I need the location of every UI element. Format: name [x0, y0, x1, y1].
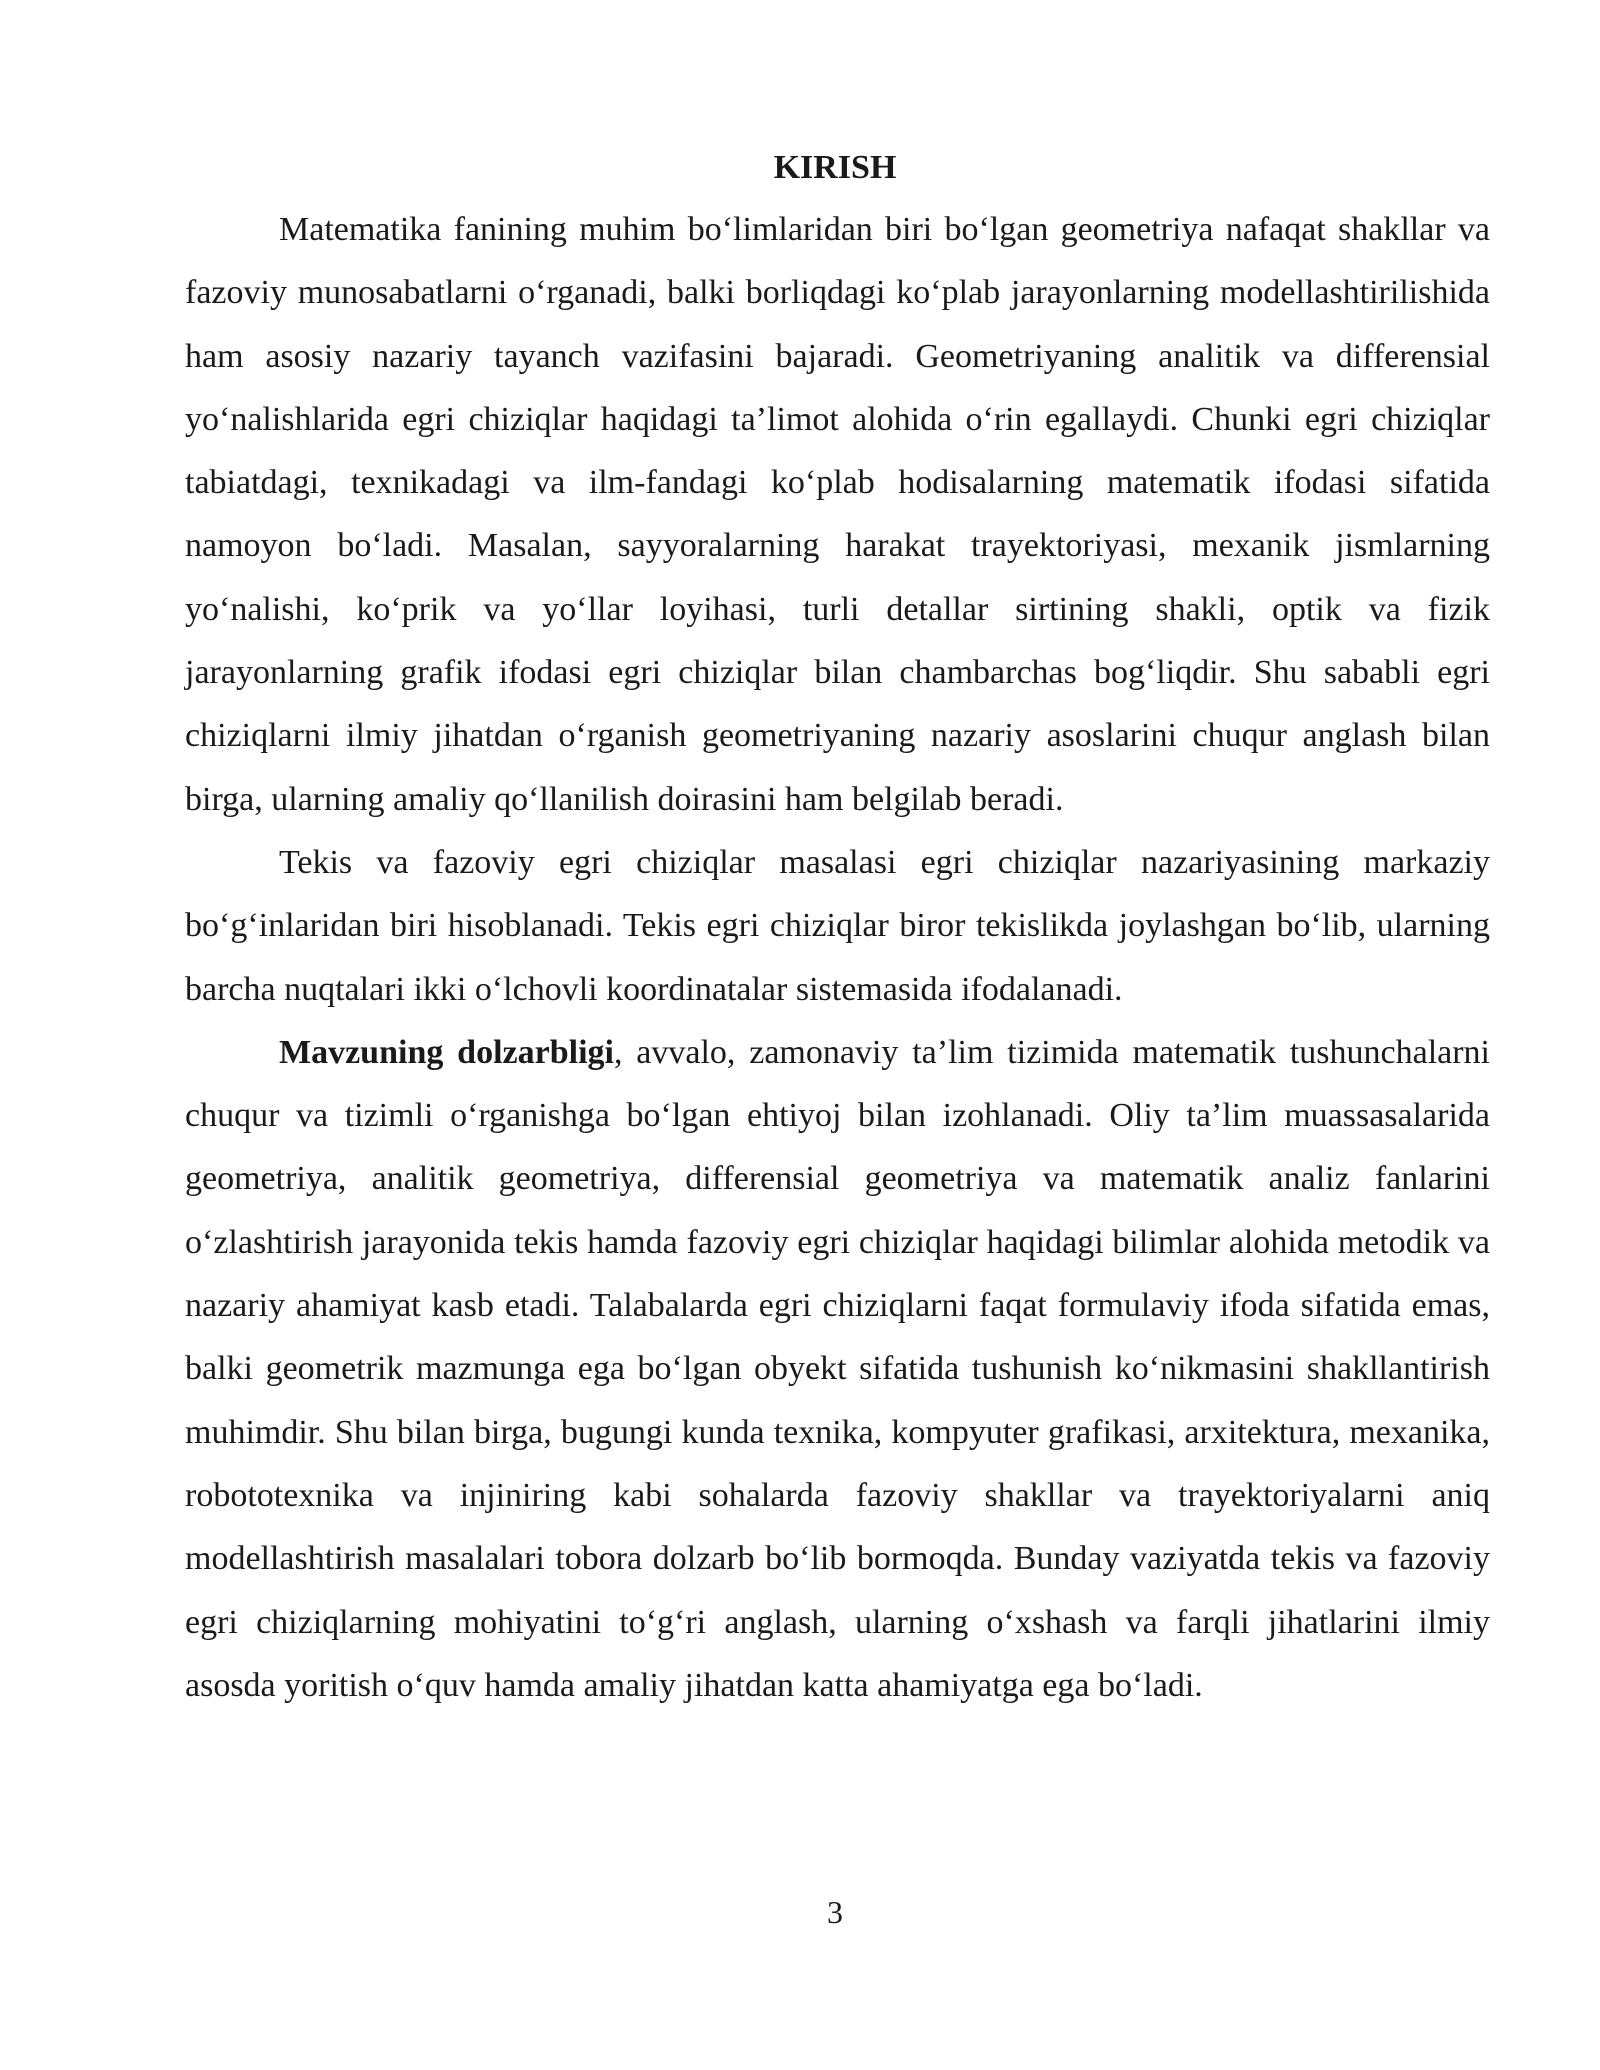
- paragraph-relevance-text: , avvalo, zamonaviy ta’lim tizimida matematik tushunchalarni chuqur va tizimli o‘rganishga bo‘lgan ehtiyoj bilan izohlanadi. Oliy ta’lim muassasalarida geometriya, analitik geometriya, differensial geometriya va matematik analiz fanlarini o‘zlashtirish jarayonida tekis hamda fazoviy egri chiziqlar haqidagi bilimlar alohida metodik va nazariy ahamiyat kasb etadi. Talabalarda egri chiziqlarni faqat formulaviy ifoda sifatida emas, balki geometrik mazmunga ega bo‘lgan obyekt sifatida tushunish ko‘nikmasini shakllantirish muhimdir. Shu bilan birga, bugungi kunda texnika, kompyuter grafikasi, arxitektura, mexanika, robototexnika va injiniring kabi sohalarda fazoviy shakllar va trayektoriyalarni aniq modellashtirish masalalari tobora dolzarb bo‘lib bormoqda. Bunday vaziyatda tekis va fazoviy egri chiziqlarning mohiyatini to‘g‘ri anglash, ularning o‘xshash va farqli jihatlarini ilmiy asosda yoritish o‘quv hamda amaliy jihatdan katta ahamiyatga ega bo‘ladi.: [185, 1033, 1490, 1704]
- body-text: [185, 198, 1490, 1717]
- paragraph-curves-text: Tekis va fazoviy egri chiziqlar masalasi egri chiziqlar nazariyasining markaziy bo‘g‘inlaridan biri hisoblanadi. Tekis egri chiziqlar biror tekislikda joylashgan bo‘lib, ularning barcha nuqtalari ikki o‘lchovli koordinatalar sistemasida ifodalanadi.: [185, 843, 1490, 1008]
- paragraph-curves: [185, 831, 1490, 1021]
- paragraph-intro: [185, 198, 1490, 831]
- page-number: 3: [827, 1894, 843, 1930]
- paragraph-relevance: [185, 1021, 1490, 1717]
- section-heading: KIRISH: [773, 149, 897, 186]
- paragraph-intro-text: Matematika fanining muhim bo‘limlaridan biri bo‘lgan geometriya nafaqat shakllar va fazoviy munosabatlarni o‘rganadi, balki borliqdagi ko‘plab jarayonlarning modellashtirilishida ham asosiy nazariy tayanch vazifasini bajaradi. Geometriyaning analitik va differensial yo‘nalishlarida egri chiziqlar haqidagi ta’limot alohida o‘rin egallaydi. Chunki egri chiziqlar tabiatdagi, texnikadagi va ilm-fandagi ko‘plab hodisalarning matematik ifodasi sifatida namoyon bo‘ladi. Masalan, sayyoralarning harakat trayektoriyasi, mexanik jismlarning yo‘nalishi, ko‘prik va yo‘llar loyihasi, turli detallar sirtining shakli, optik va fizik jarayonlarning grafik ifodasi egri chiziqlar bilan chambarchas bog‘liqdir. Shu sababli egri chiziqlarni ilmiy jihatdan o‘rganish geometriyaning nazariy asoslarini chuqur anglash bilan birga, ularning amaliy qo‘llanilish doirasini ham belgilab beradi.: [185, 211, 1490, 818]
- relevance-bold-lead: Mavzuning dolzarbligi: [279, 1033, 614, 1071]
